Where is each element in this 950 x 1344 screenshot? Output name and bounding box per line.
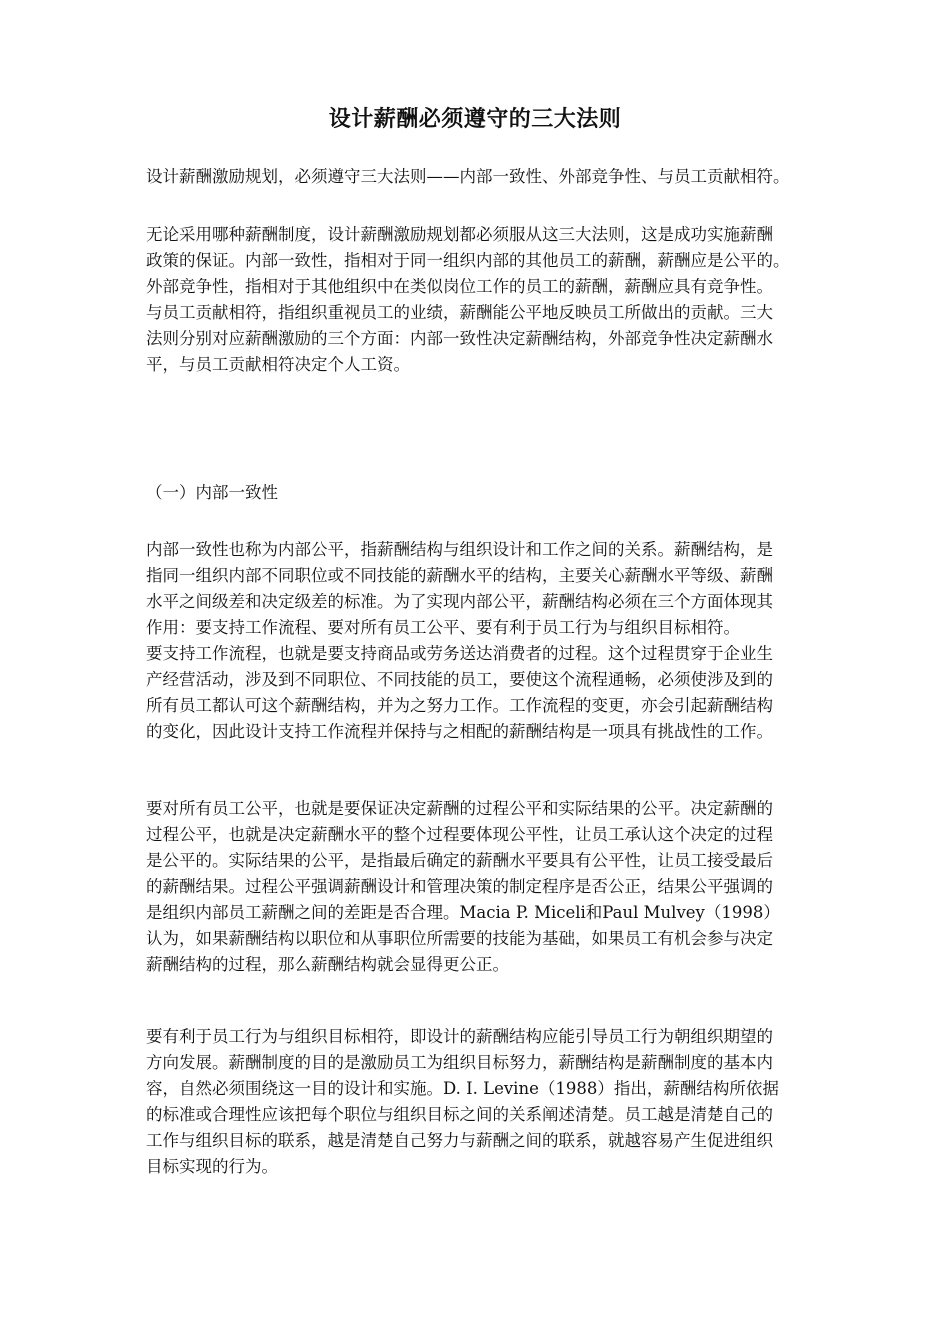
overview-line: 法则分别对应薪酬激励的三个方面：内部一致性决定薪酬结构，外部竞争性决定薪酬水 — [146, 329, 773, 348]
overview-line: 外部竞争性，指相对于其他组织中在类似岗位工作的员工的薪酬，薪酬应具有竞争性。 — [146, 277, 773, 296]
paragraph-line: 是公平的。实际结果的公平，是指最后确定的薪酬水平要具有公平性，让员工接受最后 — [146, 851, 773, 870]
overview-line: 无论采用哪种薪酬制度，设计薪酬激励规划都必须服从这三大法则，这是成功实施薪酬 — [146, 225, 773, 244]
paragraph-line: 要有利于员工行为与组织目标相符，即设计的薪酬结构应能引导员工行为朝组织期望的 — [146, 1027, 773, 1046]
paragraph-line: 内部一致性也称为内部公平，指薪酬结构与组织设计和工作之间的关系。薪酬结构，是 — [146, 540, 773, 559]
paragraph-line: 过程公平，也就是决定薪酬水平的整个过程要体现公平性，让员工承认这个决定的过程 — [146, 825, 773, 844]
paragraph-line: 的变化，因此设计支持工作流程并保持与之相配的薪酬结构是一项具有挑战性的工作。 — [146, 722, 773, 741]
section-heading: （一）内部一致性 — [146, 483, 278, 502]
overview-line: 政策的保证。内部一致性，指相对于同一组织内部的其他员工的薪酬，薪酬应是公平的。 — [146, 251, 790, 270]
paragraph-line: 指同一组织内部不同职位或不同技能的薪酬水平的结构，主要关心薪酬水平等级、薪酬 — [146, 566, 773, 585]
paragraph-line: 是组织内部员工薪酬之间的差距是否合理。Macia P. Miceli和Paul Mulvey（1998） — [146, 903, 780, 922]
document-title: 设计薪酬必须遵守的三大法则 — [328, 106, 622, 132]
overview-line: 平，与员工贡献相符决定个人工资。 — [146, 355, 410, 374]
paragraph-line: 所有员工都认可这个薪酬结构，并为之努力工作。工作流程的变更，亦会引起薪酬结构 — [146, 696, 773, 715]
paragraph-line: 薪酬结构的过程，那么薪酬结构就会显得更公正。 — [146, 955, 509, 974]
overview-line: 与员工贡献相符，指组织重视员工的业绩，薪酬能公平地反映员工所做出的贡献。三大 — [146, 303, 773, 322]
paragraph-line: 要支持工作流程，也就是要支持商品或劳务送达消费者的过程。这个过程贯穿于企业生 — [146, 644, 773, 663]
paragraph-line: 容，自然必须围绕这一目的设计和实施。D. I. Levine（1988）指出，薪酬结构所依据 — [146, 1079, 779, 1098]
paragraph-line: 工作与组织目标的联系，越是清楚自己努力与薪酬之间的联系，就越容易产生促进组织 — [146, 1131, 773, 1150]
paragraph-line: 作用：要支持工作流程、要对所有员工公平、要有利于员工行为与组织目标相符。 — [146, 618, 740, 637]
paragraph-line: 认为，如果薪酬结构以职位和从事职位所需要的技能为基础，如果员工有机会参与决定 — [146, 929, 773, 948]
paragraph-line: 要对所有员工公平，也就是要保证决定薪酬的过程公平和实际结果的公平。决定薪酬的 — [146, 799, 773, 818]
intro-line: 设计薪酬激励规划，必须遵守三大法则——内部一致性、外部竞争性、与员工贡献相符。 — [146, 167, 790, 186]
paragraph-line: 水平之间级差和决定级差的标准。为了实现内部公平，薪酬结构必须在三个方面体现其 — [146, 592, 773, 611]
paragraph-line: 目标实现的行为。 — [146, 1157, 278, 1176]
paragraph-line: 的薪酬结果。过程公平强调薪酬设计和管理决策的制定程序是否公正，结果公平强调的 — [146, 877, 773, 896]
paragraph-line: 产经营活动，涉及到不同职位、不同技能的员工，要使这个流程通畅，必须使涉及到的 — [146, 670, 773, 689]
paragraph-line: 方向发展。薪酬制度的目的是激励员工为组织目标努力，薪酬结构是薪酬制度的基本内 — [146, 1053, 773, 1072]
paragraph-line: 的标准或合理性应该把每个职位与组织目标之间的关系阐述清楚。员工越是清楚自己的 — [146, 1105, 773, 1124]
